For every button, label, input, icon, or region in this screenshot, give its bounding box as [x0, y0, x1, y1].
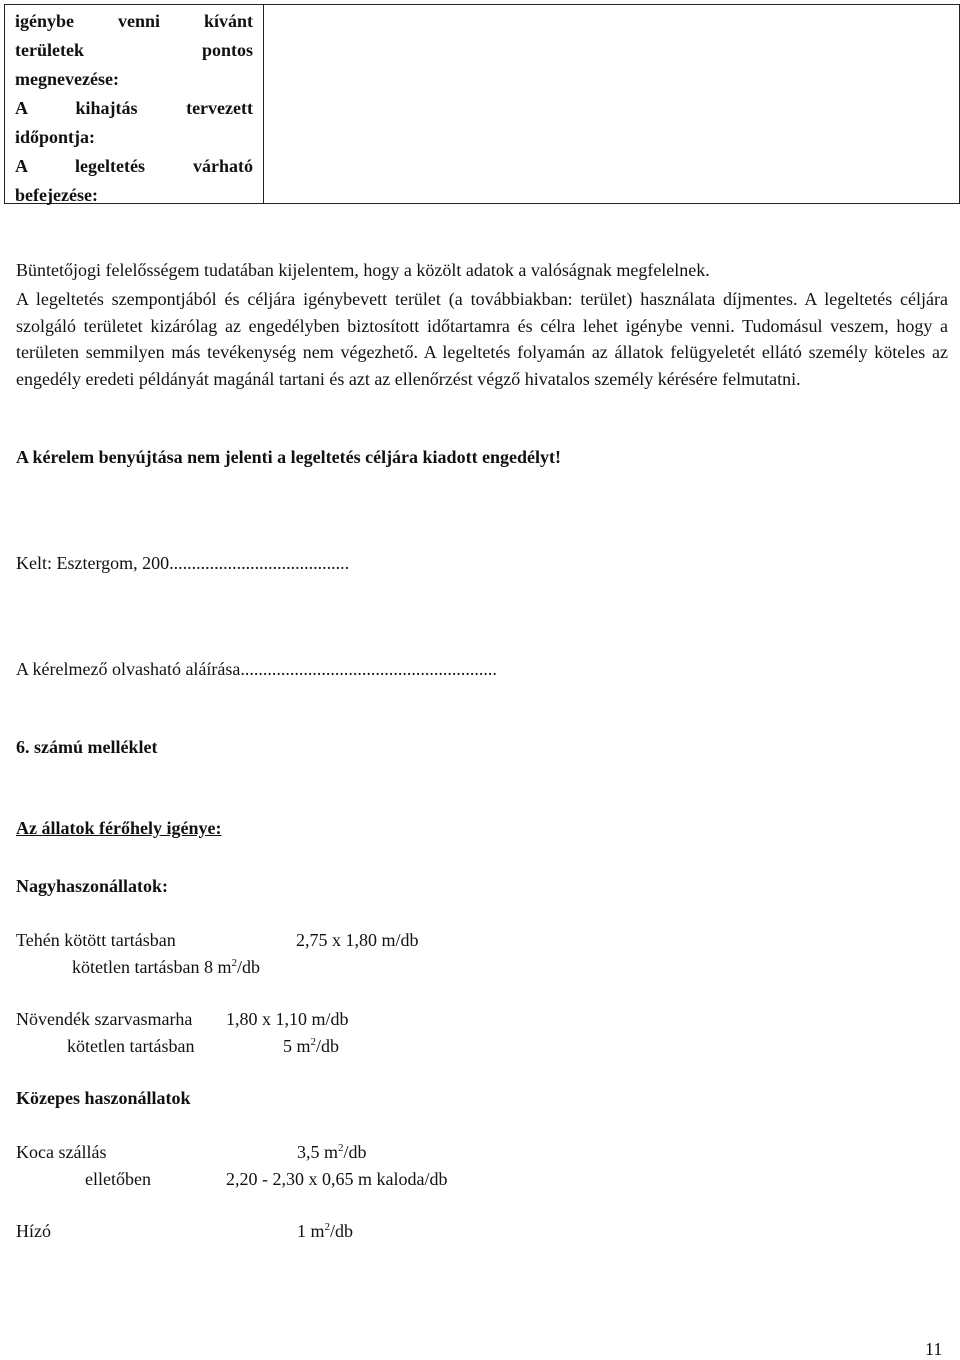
- large-animals-heading: Nagyhaszonállatok:: [16, 876, 169, 896]
- cow-free-row: kötetlen tartásban 8 $m^2/db$: [72, 957, 260, 977]
- farrowing-value: 2,20 - 2,30 x 0,65 m kaloda/db: [226, 1169, 448, 1189]
- young-free-label: kötetlen tartásban: [67, 1036, 195, 1056]
- signature-line: A kérelmező olvasható aláírása.........................................................: [16, 659, 497, 679]
- warning-text: A kérelem benyújtása nem jelenti a legeltetés céljára kiadott engedélyt!: [16, 447, 562, 467]
- area-name-label: igénybe venni kívánt területek pontos megnevezése:: [15, 11, 253, 89]
- date-line: Kelt: Esztergom, 200........................................: [16, 553, 350, 573]
- appendix-title: 6. számú melléklet: [16, 737, 158, 757]
- declaration-body: A legeltetés szempontjából és céljára igénybevett terület (a továbbiakban: terület) használata díjmentes. A legeltetés céljára szolgáló területet kizárólag az engedélyben biztosított időtartamra és célra lehet igénybe venni. Tudomásul veszem, hogy a területen semmilyen más tevékenység nem végezhető. A legeltetés folyamán az állatok felügyeletét ellátó személy köteles az engedély eredeti példányát magánál tartani és azt az ellenőrzést végző hivatalos személy kérésére felmutatni.: [16, 289, 948, 389]
- fattener-label: Hízó: [16, 1221, 51, 1241]
- farrowing-label: elletőben: [85, 1169, 151, 1189]
- fattener-value: 1 $m^2/db$: [297, 1221, 354, 1241]
- appendix-heading: Az állatok férőhely igénye:: [16, 818, 222, 838]
- young-cattle-value: 1,80 x 1,10 m/db: [226, 1009, 349, 1029]
- cow-label: Tehén kötött tartásban: [16, 930, 176, 950]
- request-form-table: [4, 4, 960, 204]
- young-cattle-label: Növendék szarvasmarha: [16, 1009, 193, 1029]
- page-number: 11: [925, 1339, 943, 1359]
- sow-value: 3,5 $m^2/db$: [297, 1142, 367, 1162]
- area-value-cell[interactable]: [267, 5, 959, 203]
- grazing-end-label: A legeltetés várható befejezése:: [15, 156, 253, 205]
- drive-out-date-label: A kihajtás tervezett időpontja:: [15, 98, 253, 147]
- table-column-divider: [263, 5, 264, 203]
- young-free-value: 5 $m^2/db$: [283, 1036, 340, 1056]
- sow-label: Koca szállás: [16, 1142, 107, 1162]
- declaration-first-line: Büntetőjogi felelősségem tudatában kijelentem, hogy a közölt adatok a valóságnak megfelelnek.: [16, 260, 710, 280]
- medium-animals-heading: Közepes haszonállatok: [16, 1088, 191, 1108]
- cow-value: 2,75 x 1,80 m/db: [296, 930, 419, 950]
